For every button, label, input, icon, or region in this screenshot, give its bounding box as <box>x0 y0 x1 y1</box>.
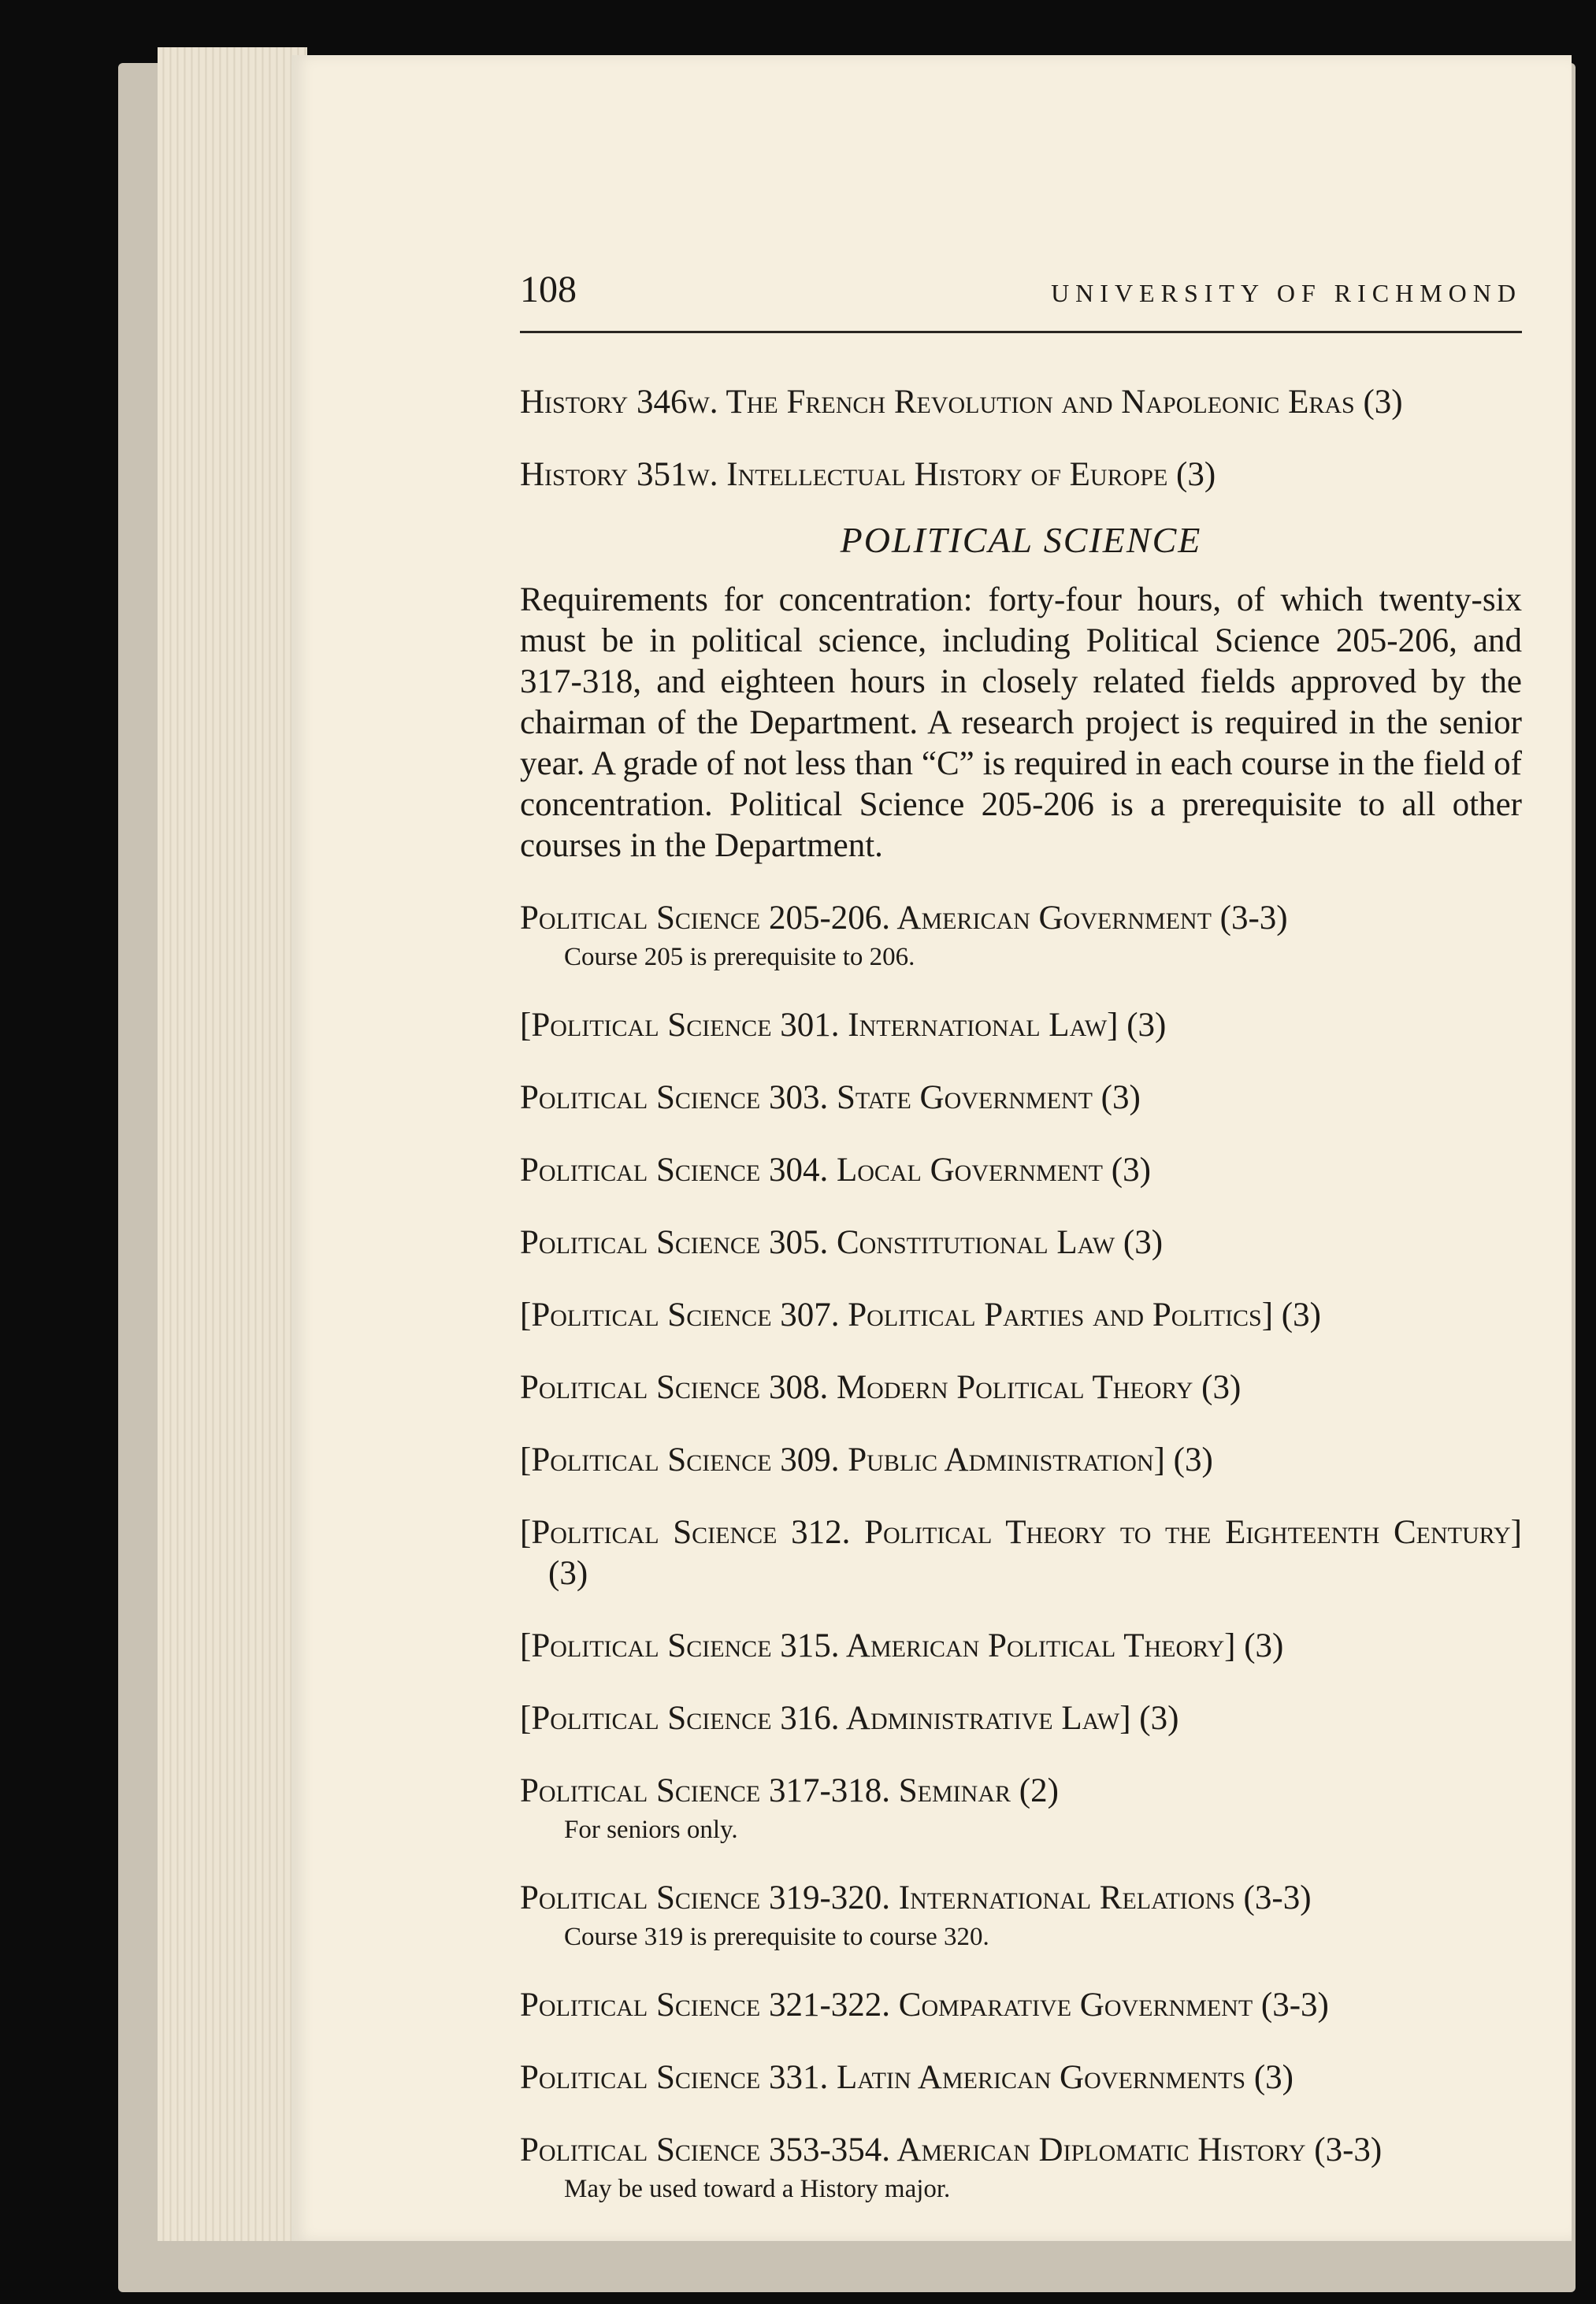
course-entry: [Political Science 307. Political Parties and Politics] (3) <box>520 1297 1321 1334</box>
course-entry: Political Science 304. Local Government (3) <box>520 1152 1151 1189</box>
course-entry: Political Science 305. Constitutional Law (3) <box>520 1224 1164 1261</box>
history-entry: History 351w. Intellectual History of Europe (3) <box>520 456 1216 493</box>
course-entry: Political Science 205-206. American Government (3-3) <box>520 900 1288 937</box>
page-edges <box>158 47 307 2241</box>
course-entry: [Political Science 312. Political Theory to the Eighteenth Century] (3) <box>520 1514 1522 1592</box>
section-title: POLITICAL SCIENCE <box>840 520 1202 560</box>
course-entry: [Political Science 315. American Political Theory] (3) <box>520 1627 1284 1664</box>
course-entry: Political Science 321-322. Comparative Government (3-3) <box>520 1987 1329 2024</box>
course-list <box>520 898 1522 2206</box>
requirements-paragraph: Requirements for concentration: forty-four hours, of which twenty-six must be in political science, including Political Science 205-206, and 317-318, and eighteen hours in closely related fields approved by the chairman of the Department. A research project is required in the senior year. A grade of not less than “C” is required in each course in the field of concentration. Political Science 205-206 is a prerequisite to all other courses in the Department. <box>520 581 1522 864</box>
course-entry: Political Science 308. Modern Political Theory (3) <box>520 1369 1242 1406</box>
course-note: May be used toward a History major. <box>564 2175 951 2203</box>
running-title: UNIVERSITY OF RICHMOND <box>1051 279 1522 307</box>
running-head <box>520 268 1522 333</box>
course-entry: [Political Science 309. Public Administration] (3) <box>520 1441 1213 1478</box>
course-entry: Political Science 317-318. Seminar (2) <box>520 1772 1059 1809</box>
course-entry: [Political Science 316. Administrative Law] (3) <box>520 1700 1179 1737</box>
page <box>291 55 1572 2241</box>
course-entry: Political Science 331. Latin American Governments (3) <box>520 2059 1294 2096</box>
course-note: For seniors only. <box>564 1816 738 1844</box>
course-note: Course 205 is prerequisite to 206. <box>564 943 915 971</box>
page-number: 108 <box>520 269 577 310</box>
course-entry: [Political Science 301. International Law] (3) <box>520 1007 1167 1044</box>
course-note: Course 319 is prerequisite to course 320. <box>564 1923 989 1951</box>
course-entry: Political Science 319-320. International Relations (3-3) <box>520 1879 1312 1916</box>
course-entry: Political Science 303. State Government (3) <box>520 1079 1141 1116</box>
history-entry: History 346w. The French Revolution and Napoleonic Eras (3) <box>520 384 1403 421</box>
course-entry: Political Science 353-354. American Diplomatic History (3-3) <box>520 2131 1383 2169</box>
page-content <box>520 268 1522 2206</box>
